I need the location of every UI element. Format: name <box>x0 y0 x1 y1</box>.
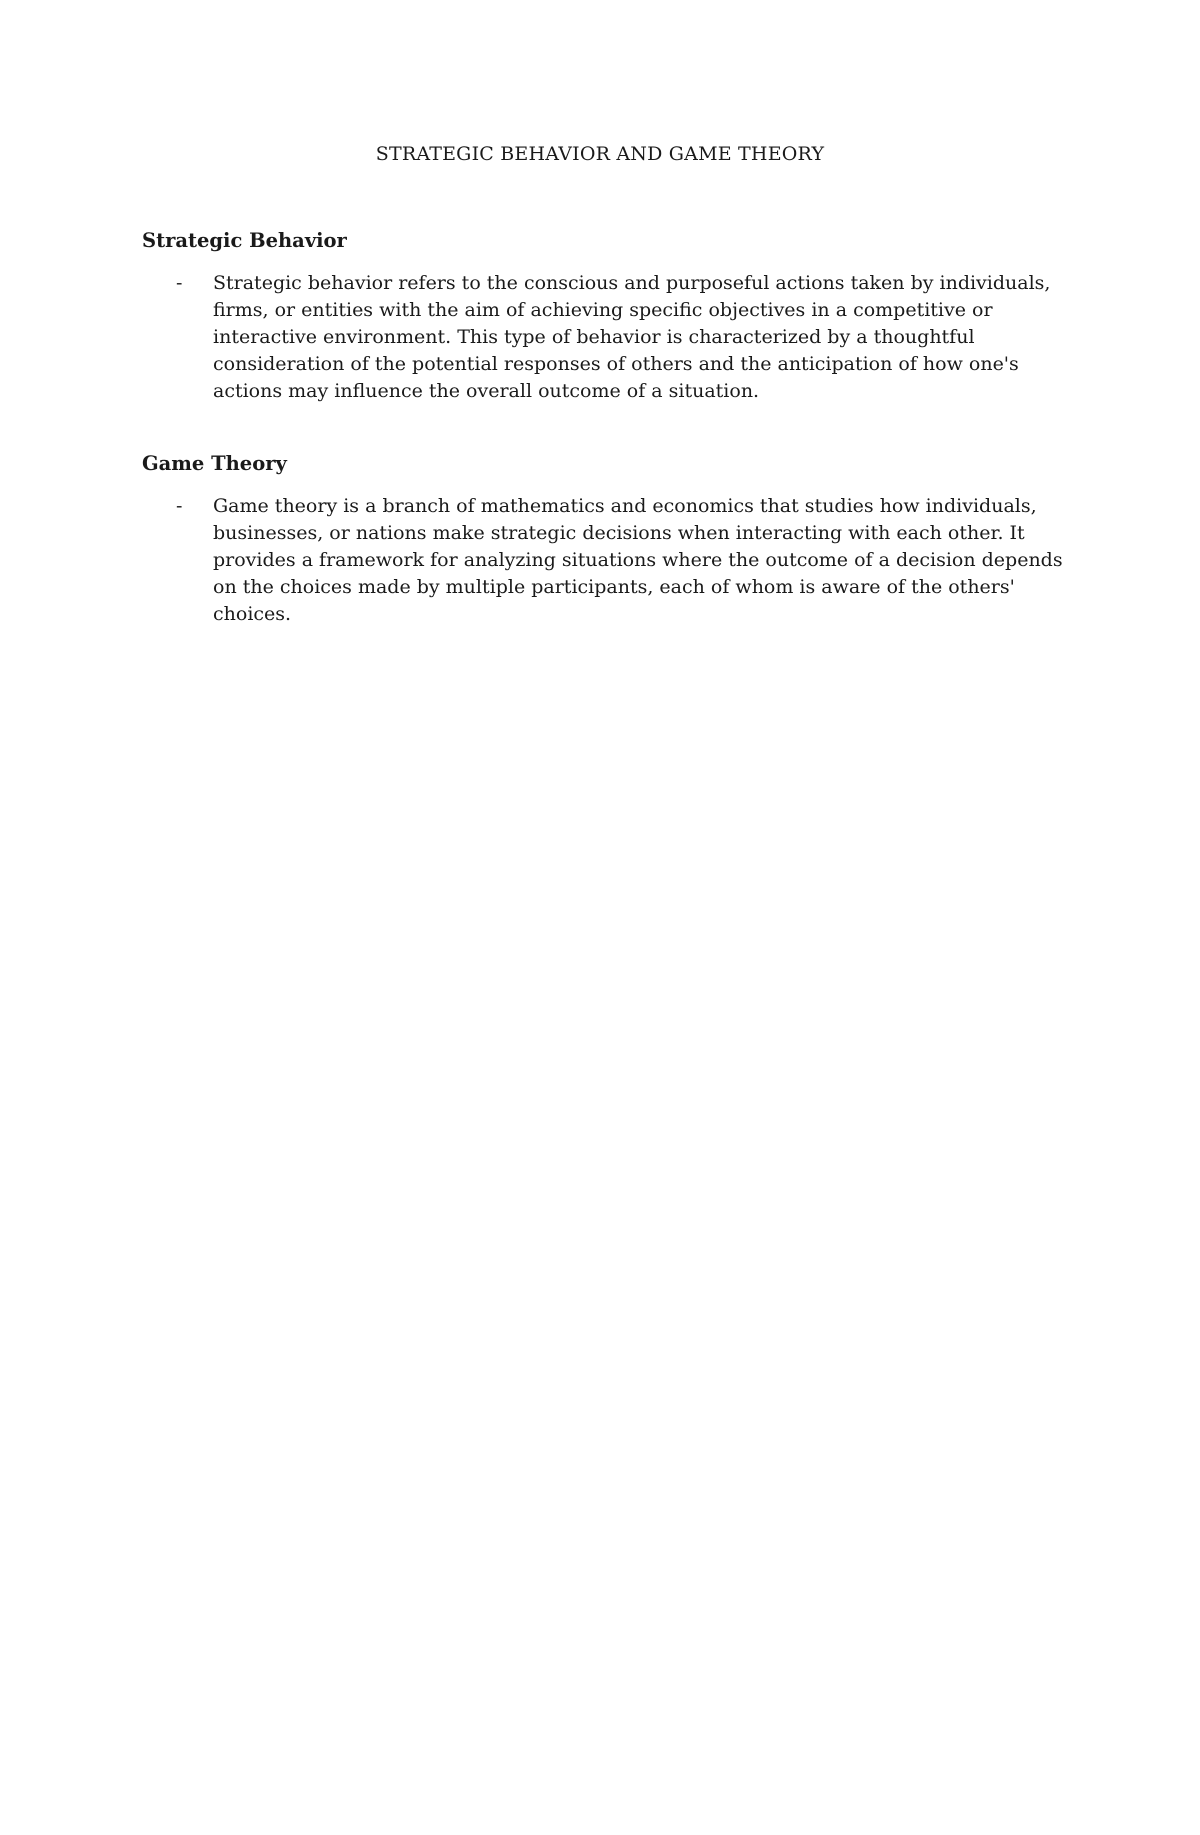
document-title: STRATEGIC BEHAVIOR AND GAME THEORY <box>375 143 825 165</box>
section-heading-game-theory: Game Theory <box>142 452 287 475</box>
paragraph-strategic-behavior: Strategic behavior refers to the conscious and purposeful actions taken by individuals, firms, or entities with the aim of achieving specific objectives in a competitive or interactive environment. This type of behavior is characterized by a thoughtful consideration of the potential responses of others and the anticipation of how one's actions may influence the overall outcome of a situation. <box>213 272 1051 402</box>
bullet-dash: - <box>176 272 183 294</box>
section-heading-strategic-behavior: Strategic Behavior <box>142 229 347 252</box>
paragraph-game-theory: Game theory is a branch of mathematics and economics that studies how individuals, businesses, or nations make strategic decisions when interacting with each other. It provides a framework for analyzing situations where the outcome of a decision depends on the choices made by multiple participants, each of whom is aware of the others' choices. <box>213 495 1063 625</box>
bullet-item-game-theory <box>176 493 1076 628</box>
bullet-item-strategic-behavior <box>176 270 1076 405</box>
bullet-dash: - <box>176 495 183 517</box>
